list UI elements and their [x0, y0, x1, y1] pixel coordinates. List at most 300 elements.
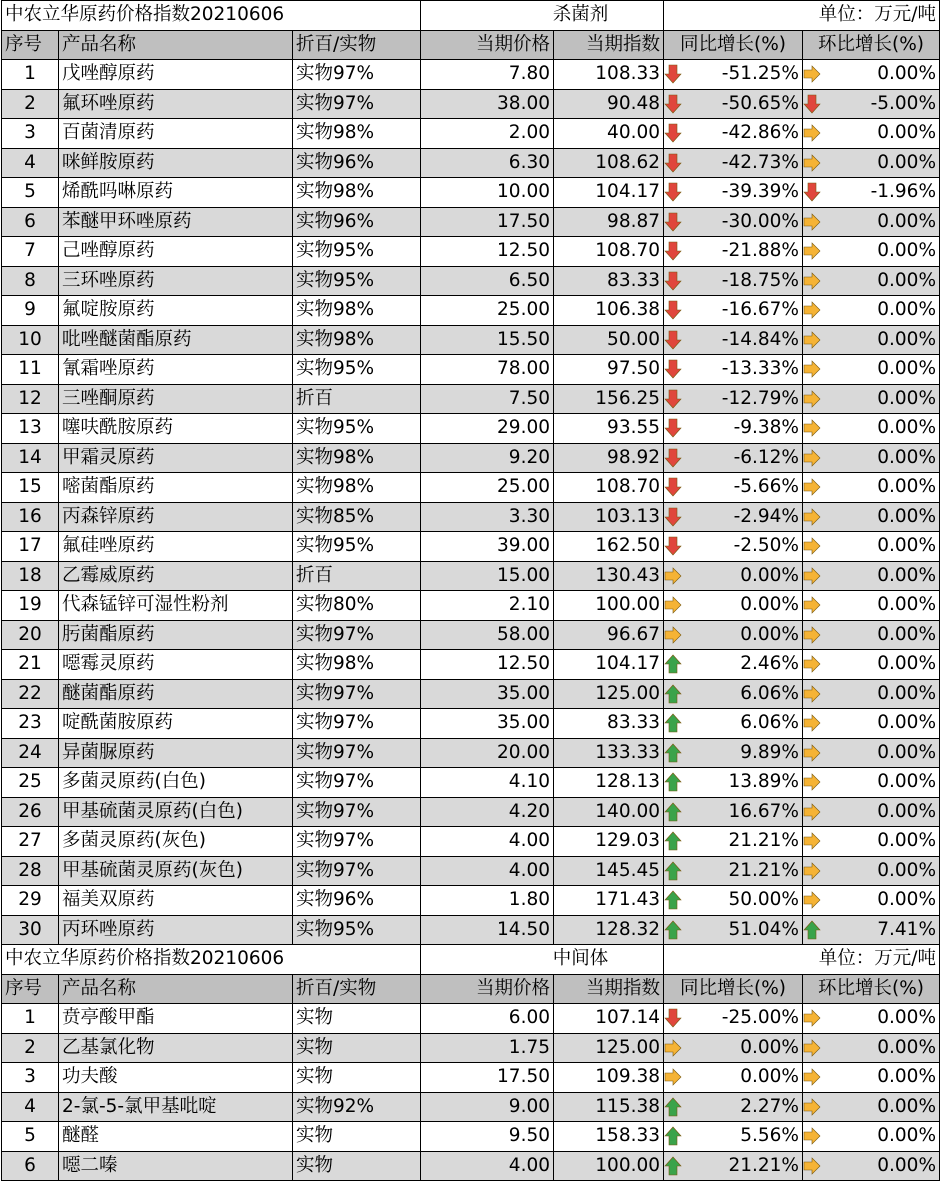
product-spec: 实物95%	[293, 237, 421, 267]
arrow-up-icon	[664, 684, 682, 704]
product-spec: 实物98%	[293, 473, 421, 503]
current-index: 98.92	[554, 443, 664, 473]
mom-value: 0.00%	[877, 1095, 937, 1117]
arrow-flat-icon	[803, 1038, 821, 1058]
row-number: 22	[2, 679, 59, 709]
product-spec: 实物98%	[293, 325, 421, 355]
product-spec: 实物98%	[293, 119, 421, 149]
product-spec: 实物97%	[293, 679, 421, 709]
current-price: 4.00	[421, 1151, 554, 1181]
current-price: 6.30	[421, 148, 554, 178]
arrow-down-icon	[664, 448, 682, 468]
product-spec: 实物98%	[293, 443, 421, 473]
mom-value: 0.00%	[877, 653, 937, 675]
table-row	[2, 384, 940, 414]
mom-growth	[803, 237, 940, 267]
mom-value: 0.00%	[877, 417, 937, 439]
mom-value: 0.00%	[877, 623, 937, 645]
current-price: 15.50	[421, 325, 554, 355]
yoy-growth	[664, 266, 803, 296]
section-unit: 单位：万元/吨	[664, 1, 940, 31]
table-row	[2, 502, 940, 532]
row-number: 3	[2, 1063, 59, 1093]
current-price: 1.75	[421, 1033, 554, 1063]
product-name: 烯酰吗啉原药	[59, 178, 293, 208]
row-number: 15	[2, 473, 59, 503]
yoy-growth	[664, 1092, 803, 1122]
column-header: 折百/实物	[293, 30, 421, 60]
table-row	[2, 915, 940, 945]
arrow-flat-icon	[803, 212, 821, 232]
product-name: 肟菌酯原药	[59, 620, 293, 650]
current-price: 12.50	[421, 237, 554, 267]
product-spec: 实物	[293, 1151, 421, 1181]
mom-growth	[803, 473, 940, 503]
row-number: 13	[2, 414, 59, 444]
yoy-growth	[664, 384, 803, 414]
product-name: 丙森锌原药	[59, 502, 293, 532]
arrow-flat-icon	[803, 713, 821, 733]
product-spec: 实物	[293, 1063, 421, 1093]
product-spec: 实物96%	[293, 886, 421, 916]
table-row	[2, 148, 940, 178]
mom-growth	[803, 148, 940, 178]
current-price: 14.50	[421, 915, 554, 945]
product-name: 氟硅唑原药	[59, 532, 293, 562]
product-spec: 折百	[293, 561, 421, 591]
column-header-row	[2, 974, 940, 1004]
mom-growth	[803, 60, 940, 90]
mom-growth	[803, 207, 940, 237]
column-header: 序号	[2, 30, 59, 60]
row-number: 23	[2, 709, 59, 739]
yoy-growth	[664, 797, 803, 827]
yoy-value: -39.39%	[721, 181, 800, 203]
current-price: 2.10	[421, 591, 554, 621]
product-spec: 实物97%	[293, 60, 421, 90]
arrow-down-icon	[664, 271, 682, 291]
yoy-value: -42.86%	[721, 122, 800, 144]
arrow-down-icon	[664, 212, 682, 232]
mom-growth	[803, 178, 940, 208]
arrow-flat-icon	[803, 890, 821, 910]
arrow-up-icon	[664, 1156, 682, 1176]
yoy-value: 5.56%	[740, 1125, 800, 1147]
yoy-value: 6.06%	[740, 682, 800, 704]
product-spec: 折百	[293, 384, 421, 414]
yoy-growth	[664, 620, 803, 650]
current-price: 3.30	[421, 502, 554, 532]
mom-growth	[803, 620, 940, 650]
yoy-growth	[664, 591, 803, 621]
arrow-flat-icon	[803, 654, 821, 674]
row-number: 24	[2, 738, 59, 768]
product-spec: 实物95%	[293, 355, 421, 385]
product-name: 嘧菌酯原药	[59, 473, 293, 503]
yoy-value: 50.00%	[728, 889, 800, 911]
column-header: 同比增长(%)	[664, 30, 803, 60]
yoy-value: -25.00%	[721, 1007, 800, 1029]
mom-value: 0.00%	[877, 594, 937, 616]
table-row	[2, 207, 940, 237]
arrow-down-icon	[664, 182, 682, 202]
column-header: 同比增长(%)	[664, 974, 803, 1004]
yoy-value: 9.89%	[740, 741, 800, 763]
table-row	[2, 738, 940, 768]
mom-value: 0.00%	[877, 240, 937, 262]
mom-value: 0.00%	[877, 1125, 937, 1147]
table-row	[2, 473, 940, 503]
product-spec: 实物97%	[293, 89, 421, 119]
arrow-down-icon	[664, 359, 682, 379]
table-row	[2, 266, 940, 296]
arrow-down-icon	[664, 418, 682, 438]
product-name: 福美双原药	[59, 886, 293, 916]
arrow-down-icon	[664, 241, 682, 261]
current-index: 90.48	[554, 89, 664, 119]
mom-value: 0.00%	[877, 446, 937, 468]
arrow-flat-icon	[803, 1156, 821, 1176]
product-spec: 实物85%	[293, 502, 421, 532]
table-row	[2, 1063, 940, 1093]
mom-growth	[803, 738, 940, 768]
table-row	[2, 178, 940, 208]
table-row	[2, 620, 940, 650]
current-price: 39.00	[421, 532, 554, 562]
current-index: 100.00	[554, 1151, 664, 1181]
mom-growth	[803, 1004, 940, 1034]
arrow-flat-icon	[803, 330, 821, 350]
yoy-growth	[664, 119, 803, 149]
table-row	[2, 414, 940, 444]
yoy-growth	[664, 443, 803, 473]
product-name: 甲基硫菌灵原药(灰色)	[59, 856, 293, 886]
mom-growth	[803, 325, 940, 355]
arrow-up-icon	[664, 802, 682, 822]
section-title-row	[2, 945, 940, 975]
arrow-flat-icon	[803, 1008, 821, 1028]
current-index: 128.13	[554, 768, 664, 798]
table-row	[2, 1151, 940, 1181]
current-index: 171.43	[554, 886, 664, 916]
yoy-growth	[664, 561, 803, 591]
yoy-value: -5.66%	[733, 476, 800, 498]
yoy-growth	[664, 89, 803, 119]
mom-growth	[803, 709, 940, 739]
yoy-growth	[664, 679, 803, 709]
product-name: 己唑醇原药	[59, 237, 293, 267]
arrow-up-icon	[664, 861, 682, 881]
table-row	[2, 856, 940, 886]
yoy-value: 51.04%	[728, 918, 800, 940]
arrow-flat-icon	[664, 625, 682, 645]
yoy-growth	[664, 414, 803, 444]
yoy-growth	[664, 1033, 803, 1063]
arrow-down-icon	[664, 64, 682, 84]
yoy-value: -2.50%	[733, 535, 800, 557]
yoy-value: -18.75%	[721, 269, 800, 291]
yoy-value: -21.88%	[721, 240, 800, 262]
current-price: 35.00	[421, 679, 554, 709]
product-name: 代森锰锌可湿性粉剂	[59, 591, 293, 621]
product-name: 三环唑原药	[59, 266, 293, 296]
yoy-growth	[664, 473, 803, 503]
arrow-up-icon	[664, 743, 682, 763]
arrow-flat-icon	[803, 477, 821, 497]
mom-growth	[803, 915, 940, 945]
column-header: 当期指数	[554, 974, 664, 1004]
row-number: 9	[2, 296, 59, 326]
current-price: 29.00	[421, 414, 554, 444]
arrow-flat-icon	[803, 684, 821, 704]
mom-growth	[803, 414, 940, 444]
mom-growth	[803, 443, 940, 473]
current-index: 83.33	[554, 266, 664, 296]
column-header: 序号	[2, 974, 59, 1004]
row-number: 29	[2, 886, 59, 916]
product-name: 噻呋酰胺原药	[59, 414, 293, 444]
arrow-flat-icon	[803, 271, 821, 291]
mom-value: 0.00%	[877, 889, 937, 911]
product-name: 氰霜唑原药	[59, 355, 293, 385]
row-number: 28	[2, 856, 59, 886]
mom-value: 0.00%	[877, 771, 937, 793]
yoy-value: -13.33%	[721, 358, 800, 380]
price-index-table	[1, 0, 940, 1181]
current-index: 115.38	[554, 1092, 664, 1122]
arrow-flat-icon	[803, 448, 821, 468]
arrow-up-icon	[664, 890, 682, 910]
table-row	[2, 591, 940, 621]
yoy-value: 0.00%	[740, 1066, 800, 1088]
current-index: 109.38	[554, 1063, 664, 1093]
arrow-flat-icon	[803, 1126, 821, 1146]
product-name: 戊唑醇原药	[59, 60, 293, 90]
product-spec: 实物98%	[293, 650, 421, 680]
current-index: 125.00	[554, 679, 664, 709]
current-price: 1.80	[421, 886, 554, 916]
table-row	[2, 443, 940, 473]
yoy-growth	[664, 856, 803, 886]
mom-growth	[803, 1063, 940, 1093]
product-spec: 实物80%	[293, 591, 421, 621]
mom-value: 0.00%	[877, 741, 937, 763]
section-title-row	[2, 1, 940, 31]
product-spec: 实物97%	[293, 709, 421, 739]
arrow-down-icon	[664, 94, 682, 114]
arrow-down-icon	[803, 182, 821, 202]
yoy-growth	[664, 207, 803, 237]
arrow-down-icon	[664, 1008, 682, 1028]
mom-growth	[803, 355, 940, 385]
product-name: 乙基氯化物	[59, 1033, 293, 1063]
section-category: 中间体	[421, 945, 664, 975]
row-number: 5	[2, 1122, 59, 1152]
arrow-flat-icon	[803, 566, 821, 586]
row-number: 30	[2, 915, 59, 945]
column-header: 当期价格	[421, 974, 554, 1004]
mom-growth	[803, 1122, 940, 1152]
current-index: 108.70	[554, 473, 664, 503]
current-price: 20.00	[421, 738, 554, 768]
product-spec: 实物96%	[293, 207, 421, 237]
product-name: 百菌清原药	[59, 119, 293, 149]
yoy-value: 0.00%	[740, 623, 800, 645]
table-row	[2, 1122, 940, 1152]
mom-value: 0.00%	[877, 1066, 937, 1088]
product-name: 多菌灵原药(灰色)	[59, 827, 293, 857]
yoy-value: -51.25%	[721, 63, 800, 85]
product-name: 异菌脲原药	[59, 738, 293, 768]
table-row	[2, 296, 940, 326]
product-name: 噁霉灵原药	[59, 650, 293, 680]
column-header-row	[2, 30, 940, 60]
arrow-flat-icon	[803, 772, 821, 792]
arrow-flat-icon	[803, 359, 821, 379]
product-name: 噁二嗪	[59, 1151, 293, 1181]
current-index: 140.00	[554, 797, 664, 827]
product-spec: 实物97%	[293, 827, 421, 857]
yoy-growth	[664, 60, 803, 90]
arrow-flat-icon	[803, 802, 821, 822]
yoy-value: -12.79%	[721, 387, 800, 409]
table-row	[2, 355, 940, 385]
current-price: 25.00	[421, 473, 554, 503]
mom-value: 0.00%	[877, 299, 937, 321]
current-price: 17.50	[421, 207, 554, 237]
product-spec: 实物92%	[293, 1092, 421, 1122]
yoy-value: -30.00%	[721, 210, 800, 232]
yoy-value: 13.89%	[728, 771, 800, 793]
mom-growth	[803, 827, 940, 857]
mom-value: 0.00%	[877, 63, 937, 85]
current-index: 162.50	[554, 532, 664, 562]
yoy-growth	[664, 1122, 803, 1152]
yoy-growth	[664, 827, 803, 857]
current-price: 2.00	[421, 119, 554, 149]
mom-value: 0.00%	[877, 476, 937, 498]
product-spec: 实物95%	[293, 414, 421, 444]
product-spec: 实物98%	[293, 296, 421, 326]
row-number: 10	[2, 325, 59, 355]
arrow-flat-icon	[803, 1067, 821, 1087]
arrow-up-icon	[664, 831, 682, 851]
row-number: 27	[2, 827, 59, 857]
mom-value: 0.00%	[877, 269, 937, 291]
current-index: 40.00	[554, 119, 664, 149]
arrow-flat-icon	[803, 64, 821, 84]
mom-growth	[803, 384, 940, 414]
product-name: 甲霜灵原药	[59, 443, 293, 473]
yoy-value: -50.65%	[721, 92, 800, 114]
arrow-down-icon	[664, 477, 682, 497]
current-price: 25.00	[421, 296, 554, 326]
arrow-flat-icon	[803, 861, 821, 881]
current-price: 4.00	[421, 827, 554, 857]
table-row	[2, 1033, 940, 1063]
mom-value: 0.00%	[877, 505, 937, 527]
mom-value: 0.00%	[877, 712, 937, 734]
mom-growth	[803, 650, 940, 680]
current-price: 9.50	[421, 1122, 554, 1152]
yoy-value: 16.67%	[728, 800, 800, 822]
arrow-up-icon	[664, 1126, 682, 1146]
current-price: 4.20	[421, 797, 554, 827]
current-price: 17.50	[421, 1063, 554, 1093]
table-row	[2, 532, 940, 562]
yoy-value: -6.12%	[733, 446, 800, 468]
current-index: 96.67	[554, 620, 664, 650]
current-index: 100.00	[554, 591, 664, 621]
row-number: 4	[2, 1092, 59, 1122]
row-number: 17	[2, 532, 59, 562]
arrow-flat-icon	[803, 241, 821, 261]
product-spec: 实物97%	[293, 797, 421, 827]
mom-value: 0.00%	[877, 830, 937, 852]
current-price: 58.00	[421, 620, 554, 650]
row-number: 4	[2, 148, 59, 178]
product-name: 咪鲜胺原药	[59, 148, 293, 178]
arrow-flat-icon	[803, 1097, 821, 1117]
current-price: 9.20	[421, 443, 554, 473]
arrow-flat-icon	[803, 507, 821, 527]
yoy-value: 0.00%	[740, 594, 800, 616]
row-number: 6	[2, 1151, 59, 1181]
current-index: 97.50	[554, 355, 664, 385]
current-index: 156.25	[554, 384, 664, 414]
current-index: 130.43	[554, 561, 664, 591]
table-row	[2, 561, 940, 591]
row-number: 1	[2, 1004, 59, 1034]
arrow-up-icon	[664, 713, 682, 733]
mom-value: 0.00%	[877, 1007, 937, 1029]
yoy-growth	[664, 237, 803, 267]
product-name: 功夫酸	[59, 1063, 293, 1093]
current-price: 4.00	[421, 856, 554, 886]
arrow-flat-icon	[803, 300, 821, 320]
current-index: 93.55	[554, 414, 664, 444]
table-body	[2, 1, 940, 1181]
yoy-value: -2.94%	[733, 505, 800, 527]
current-index: 104.17	[554, 178, 664, 208]
column-header: 环比增长(%)	[803, 30, 940, 60]
arrow-flat-icon	[664, 595, 682, 615]
current-index: 133.33	[554, 738, 664, 768]
current-price: 12.50	[421, 650, 554, 680]
column-header: 环比增长(%)	[803, 974, 940, 1004]
arrow-up-icon	[664, 1097, 682, 1117]
yoy-growth	[664, 355, 803, 385]
product-spec: 实物95%	[293, 532, 421, 562]
mom-value: 0.00%	[877, 1036, 937, 1058]
yoy-growth	[664, 768, 803, 798]
mom-value: 0.00%	[877, 564, 937, 586]
table-row	[2, 60, 940, 90]
yoy-value: 2.27%	[740, 1095, 800, 1117]
current-index: 107.14	[554, 1004, 664, 1034]
current-index: 103.13	[554, 502, 664, 532]
table-row	[2, 1092, 940, 1122]
product-spec: 实物95%	[293, 915, 421, 945]
row-number: 12	[2, 384, 59, 414]
row-number: 2	[2, 89, 59, 119]
product-name: 2-氯-5-氯甲基吡啶	[59, 1092, 293, 1122]
current-price: 35.00	[421, 709, 554, 739]
table-row	[2, 325, 940, 355]
mom-growth	[803, 856, 940, 886]
mom-growth	[803, 266, 940, 296]
arrow-flat-icon	[803, 389, 821, 409]
